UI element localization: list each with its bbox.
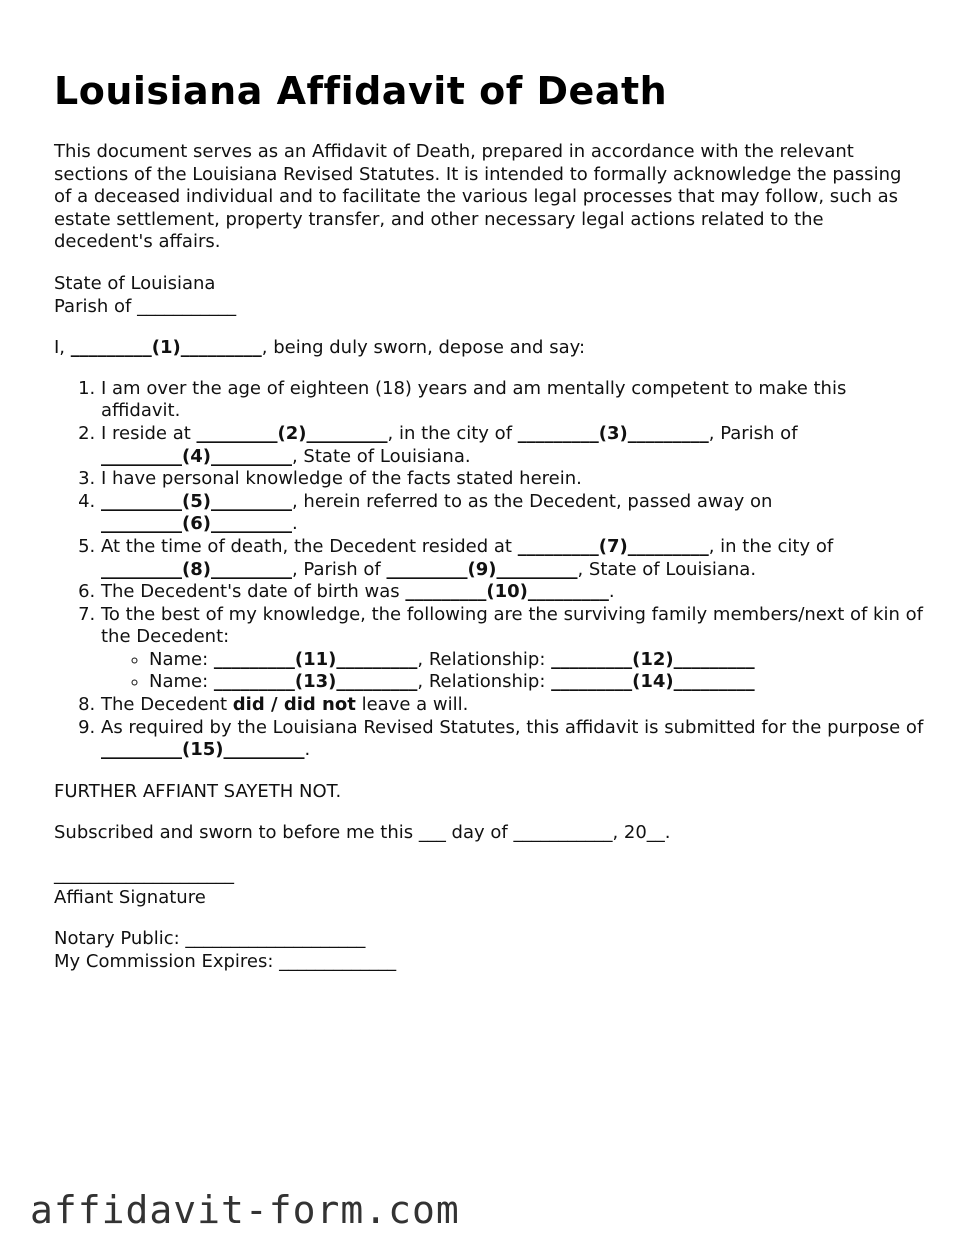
statement-list	[54, 378, 924, 762]
signature-block	[54, 864, 924, 909]
affidavit-document	[54, 66, 924, 973]
list-item: 6. The Decedent's date of birth was _________(10)_________.	[101, 581, 924, 604]
list-item: 2. I reside at _________(2)_________, in the city of _________(3)_________, Parish of _________(4)_________, State of Louisiana.	[101, 423, 924, 468]
field-1[interactable]: _________(1)_________	[70, 337, 262, 359]
signature-blank[interactable]: ____________________	[54, 864, 234, 886]
kin-item: ◦ Name: _________(13)_________, Relationship: _________(14)_________	[149, 671, 924, 694]
field-7[interactable]: _________(7)_________	[517, 535, 709, 557]
list-item: 7. To the best of my knowledge, the following are the surviving family members/next of kin of the Decedent: ◦ Name: _________(11)_________, Relationship: _________(12)_________ ◦ Name: _________(13)_________, Relationship: _________(14)_________	[101, 604, 924, 694]
field-3[interactable]: _________(3)_________	[517, 422, 709, 444]
oath-line: I, _________(1)_________, being duly sworn, depose and say:	[54, 337, 586, 359]
commission-expires-line[interactable]: My Commission Expires: _____________	[54, 950, 397, 972]
venue-block	[54, 273, 924, 318]
further-affiant-line: FURTHER AFFIANT SAYETH NOT.	[54, 780, 342, 802]
state-line: State of Louisiana	[54, 272, 216, 294]
field-8[interactable]: _________(8)_________	[101, 558, 292, 580]
parish-line: Parish of ___________	[54, 295, 237, 317]
page-title: Louisiana Affidavit of Death	[54, 69, 668, 113]
list-item: 1. I am over the age of eighteen (18) years and am mentally competent to make this affidavit.	[101, 378, 924, 423]
field-10[interactable]: _________(10)_________	[405, 581, 609, 603]
field-13[interactable]: _________(13)_________	[213, 671, 418, 693]
list-item: 5. At the time of death, the Decedent resided at _________(7)_________, in the city of _________(8)_________, Parish of _________(9)_________, State of Louisiana.	[101, 536, 924, 581]
field-11[interactable]: _________(11)_________	[213, 648, 418, 670]
field-5[interactable]: _________(5)_________	[101, 490, 292, 512]
field-15[interactable]: _________(15)_________	[101, 739, 305, 761]
field-14[interactable]: _________(14)_________	[551, 671, 755, 693]
kin-item: ◦ Name: _________(11)_________, Relationship: _________(12)_________	[149, 649, 924, 672]
notary-public-line[interactable]: Notary Public: ____________________	[54, 928, 366, 950]
list-item: 8. The Decedent did / did not leave a will.	[101, 694, 924, 717]
field-12[interactable]: _________(12)_________	[551, 648, 755, 670]
list-item: 3. I have personal knowledge of the facts stated herein.	[101, 468, 924, 491]
field-9[interactable]: _________(9)_________	[386, 558, 578, 580]
list-item: 4. _________(5)_________, herein referred to as the Decedent, passed away on _________(6)_________.	[101, 491, 924, 536]
watermark: affidavit-form.com	[30, 1188, 460, 1232]
kin-list	[101, 649, 924, 694]
notary-block	[54, 928, 924, 973]
field-2[interactable]: _________(2)_________	[196, 422, 388, 444]
field-6[interactable]: _________(6)_________	[101, 513, 292, 535]
field-4[interactable]: _________(4)_________	[101, 445, 292, 467]
parish-blank[interactable]: ___________	[137, 295, 237, 317]
sworn-line[interactable]: Subscribed and sworn to before me this ___ day of ___________, 20__.	[54, 822, 671, 844]
will-choice[interactable]: did / did not	[232, 694, 356, 716]
intro-paragraph: This document serves as an Affidavit of Death, prepared in accordance with the relevant sections of the Louisiana Revised Statutes. It is intended to formally acknowledge the passing of a deceased individual and to facilitate the various legal processes that may follow, such as estate settlement, property transfer, and other necessary legal actions related to the decedent's affairs.	[54, 141, 902, 253]
list-item: 9. As required by the Louisiana Revised Statutes, this affidavit is submitted for the purpose of _________(15)_________.	[101, 717, 924, 762]
signature-label: Affiant Signature	[54, 886, 206, 908]
